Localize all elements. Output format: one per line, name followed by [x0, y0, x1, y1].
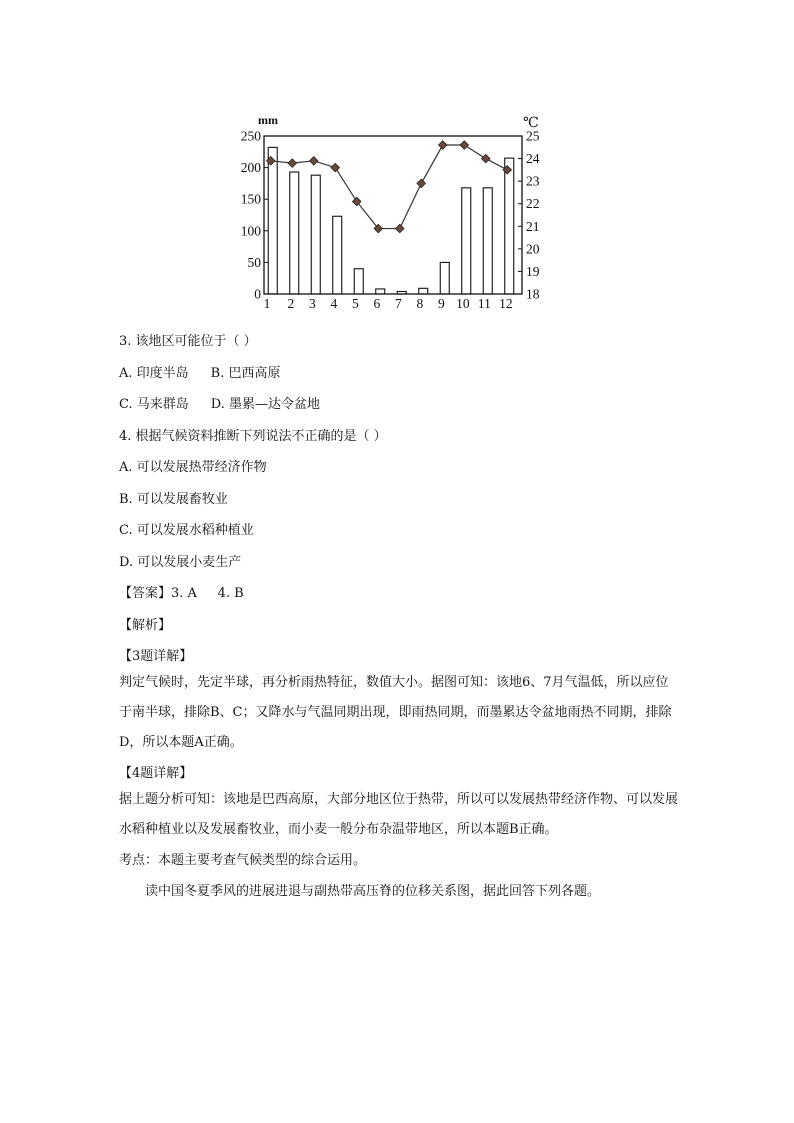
q3-options-cd [119, 395, 679, 414]
left-tick-label: 50 [247, 254, 261, 270]
x-tick-label: 8 [416, 296, 424, 310]
temp-point [482, 154, 490, 162]
right-tick-label: 22 [526, 196, 540, 212]
precip-bar [333, 216, 342, 294]
kaodian-note: 考点：本题主要考查气候类型的综合运用。 [119, 853, 367, 868]
left-tick-label: 150 [240, 191, 261, 207]
next-question-intro: 读中国冬夏季风的进展进退与副热带高压脊的位移关系图，据此回答下列各题。 [145, 884, 601, 899]
x-tick-label: 12 [499, 296, 513, 310]
q3-option-b: B. 巴西高原 [210, 365, 281, 381]
q3-stem: 3. 该地区可能位于（ ） [119, 334, 257, 349]
q4-option-a: A. 可以发展热带经济作物 [119, 460, 267, 475]
analysis-heading: 【解析】 [119, 617, 172, 633]
q4-option-d: D. 可以发展小麦生产 [119, 554, 242, 570]
right-tick-label: 24 [526, 151, 540, 167]
right-tick-label: 19 [526, 263, 540, 279]
precip-bar [311, 175, 320, 294]
precip-bar [376, 289, 385, 294]
precip-bar [505, 158, 514, 294]
temp-point [310, 157, 318, 165]
right-tick-label: 23 [526, 173, 540, 189]
temp-point [439, 141, 447, 149]
x-tick-label: 6 [373, 296, 381, 310]
precip-bar [419, 288, 428, 294]
detail4-body: 据上题分析可知：该地是巴西高原，大部分地区位于热带，所以可以发展热带经济作物、可以发展水稻种植业以及发展畜牧业，而小麦一般分布杂温带地区，所以本题B正确。 [119, 792, 679, 837]
precip-bar [354, 269, 363, 294]
temperature-line [271, 145, 508, 229]
temp-point [331, 163, 339, 171]
x-tick-label: 2 [287, 296, 295, 310]
right-tick-label: 21 [526, 218, 540, 234]
precip-bar [462, 188, 471, 294]
x-tick-label: 3 [309, 296, 316, 310]
left-tick-label: 100 [240, 223, 261, 239]
right-tick-label: 25 [526, 128, 540, 144]
left-axis-unit: mm [258, 113, 278, 127]
q3-option-a: A. 印度半岛 [119, 365, 189, 381]
left-tick-label: 200 [240, 160, 261, 176]
left-tick-label: 0 [254, 286, 261, 302]
detail3-heading: 【3题详解】 [119, 649, 193, 664]
x-tick-label: 9 [438, 296, 445, 310]
q3-option-d: D. 墨累—达令盆地 [210, 397, 320, 412]
x-tick-label: 4 [330, 296, 338, 310]
question-content [119, 332, 679, 901]
right-tick-label: 18 [526, 286, 540, 302]
detail3-body: 判定气候时，先定半球，再分析雨热特征，数值大小。据图可知：该地6、7月气温低，所以应位于南半球，排除B、C；又降水与气温同期出现，即雨热同期，而墨累达令盆地雨热不同期，排除D，所以本题A正确。 [119, 675, 672, 750]
q3-options-ab [119, 364, 679, 383]
right-axis-unit: ℃ [523, 116, 539, 131]
x-tick-label: 10 [456, 296, 470, 310]
climate-chart [228, 108, 550, 310]
answer-text: 3. A 4. B [171, 586, 244, 601]
right-tick-label: 20 [526, 241, 540, 257]
q4-option-b: B. 可以发展畜牧业 [119, 491, 228, 507]
temp-point [417, 179, 425, 187]
x-tick-label: 11 [477, 296, 491, 310]
x-tick-label: 7 [395, 296, 402, 310]
precip-bar [483, 188, 492, 294]
precip-bar [290, 172, 299, 294]
precip-bar [440, 262, 449, 294]
x-tick-label: 5 [352, 296, 359, 310]
q3-option-c: C. 马来群岛 [119, 397, 189, 412]
x-tick-label: 1 [263, 296, 271, 310]
answer-label: 【答案】 [119, 586, 172, 601]
temp-point [396, 224, 404, 232]
detail4-heading: 【4题详解】 [119, 766, 193, 781]
temp-point [288, 159, 296, 167]
q4-option-c: C. 可以发展水稻种植业 [119, 523, 254, 538]
q4-stem: 4. 根据气候资料推断下列说法不正确的是（ ） [119, 428, 387, 444]
left-tick-label: 250 [240, 128, 261, 144]
answer-line [119, 584, 679, 603]
precip-bar [268, 147, 277, 294]
temp-point [460, 141, 468, 149]
